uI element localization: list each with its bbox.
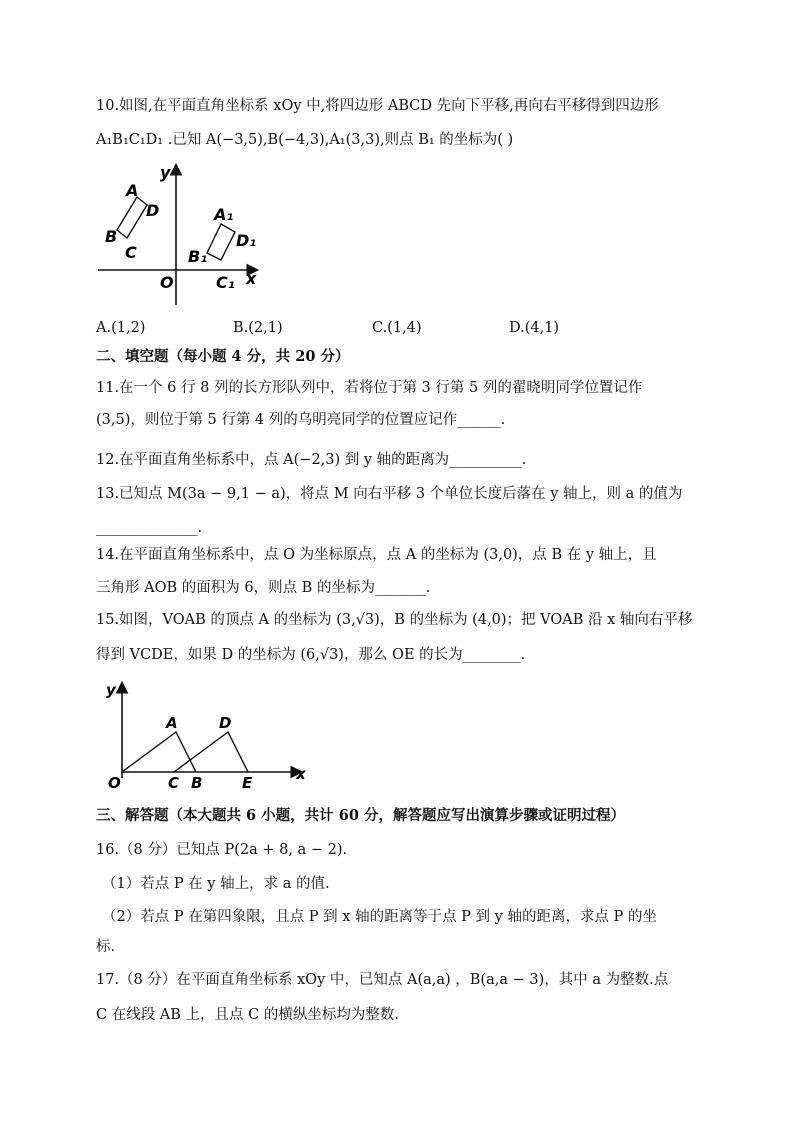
q17-line2: C 在线段 AB 上，且点 C 的横纵坐标均为整数. bbox=[96, 1007, 399, 1023]
q14-line1: 14.在平面直角坐标系中，点 O 为坐标原点，点 A 的坐标为 (3,0)，点 B 在 y 轴上，且 bbox=[96, 547, 657, 563]
q10-option-d: D.(4,1) bbox=[509, 320, 560, 336]
q10-label-a1: A₁ bbox=[214, 205, 234, 224]
q15-label-a: A bbox=[166, 714, 178, 732]
q13-line1: 13.已知点 M(3a − 9,1 − a)，将点 M 向右平移 3 个单位长度后落在 y 轴上，则 a 的值为 bbox=[96, 486, 683, 502]
q10-option-a: A.(1,2) bbox=[96, 320, 146, 336]
q17-line1: 17.（8 分）在平面直角坐标系 xOy 中，已知点 A(a,a) ，B(a,a − 3)，其中 a 为整数.点 bbox=[96, 972, 669, 988]
q16-part2-line1: （2）若点 P 在第四象限，且点 P 到 x 轴的距离等于点 P 到 y 轴的距离，求点 P 的坐 bbox=[102, 909, 657, 925]
q10-label-d1: D₁ bbox=[236, 231, 257, 250]
q10-quad-abcd bbox=[117, 197, 147, 238]
q11-line2: (3,5)，则位于第 5 行第 4 列的乌明亮同学的位置应记作______. bbox=[96, 412, 506, 428]
q12-line: 12.在平面直角坐标系中，点 A(−2,3) 到 y 轴的距离为__________. bbox=[96, 452, 527, 468]
q10-label-b: B bbox=[105, 227, 118, 246]
q15-label-e: E bbox=[242, 774, 253, 792]
q16-line1: 16.（8 分）已知点 P(2a + 8, a − 2). bbox=[96, 842, 348, 858]
q15-line1: 15.如图，VOAB 的顶点 A 的坐标为 (3,√3)，B 的坐标为 (4,0)；把 VOAB 沿 x 轴向右平移 bbox=[96, 612, 693, 628]
q10-option-c: C.(1,4) bbox=[372, 320, 422, 336]
q10-label-a: A bbox=[126, 181, 139, 200]
q13-line2: ______________. bbox=[96, 520, 203, 536]
q10-label-o: O bbox=[160, 273, 174, 292]
q15-triangle-cde bbox=[174, 732, 248, 772]
section2-heading: 二、填空题（每小题 4 分，共 20 分） bbox=[96, 348, 350, 365]
q10-label-x: x bbox=[246, 269, 257, 288]
q10-line1: 10.如图,在平面直角坐标系 xOy 中,将四边形 ABCD 先向下平移,再向右平移得到四边形 bbox=[96, 98, 659, 114]
q15-label-y: y bbox=[106, 681, 116, 699]
q16-part2-line2: 标. bbox=[96, 939, 116, 955]
q15-line2: 得到 VCDE，如果 D 的坐标为 (6,√3)，那么 OE 的长为________. bbox=[96, 647, 526, 663]
q10-figure bbox=[96, 160, 276, 310]
q15-label-o: O bbox=[108, 774, 121, 792]
q10-label-c1: C₁ bbox=[216, 273, 235, 292]
q15-label-x: x bbox=[296, 765, 306, 783]
q10-line2: A₁B₁C₁D₁ .已知 A(−3,5),B(−4,3),A₁(3,3),则点 B₁ 的坐标为( ) bbox=[96, 132, 514, 148]
section3-heading: 三、解答题（本大题共 6 小题，共计 60 分，解答题应写出演算步骤或证明过程） bbox=[96, 807, 625, 824]
q10-option-b: B.(2,1) bbox=[233, 320, 283, 336]
q11-line1: 11.在一个 6 行 8 列的长方形队列中，若将位于第 3 行第 5 列的翟晓明同学位置记作 bbox=[96, 380, 643, 396]
q15-label-b: B bbox=[191, 774, 203, 792]
q16-part1: （1）若点 P 在 y 轴上，求 a 的值. bbox=[102, 876, 330, 892]
q10-label-y: y bbox=[160, 163, 171, 182]
q15-figure bbox=[100, 678, 310, 798]
q15-triangle-oab bbox=[122, 732, 196, 772]
q10-label-d: D bbox=[146, 201, 160, 220]
q10-quad-a1b1c1d1 bbox=[207, 224, 235, 260]
q10-label-b1: B₁ bbox=[188, 247, 208, 266]
q10-label-c: C bbox=[125, 243, 137, 262]
q14-line2: 三角形 AOB 的面积为 6，则点 B 的坐标为_______. bbox=[96, 580, 431, 596]
q15-label-d: D bbox=[219, 714, 232, 732]
q15-label-c: C bbox=[168, 774, 180, 792]
